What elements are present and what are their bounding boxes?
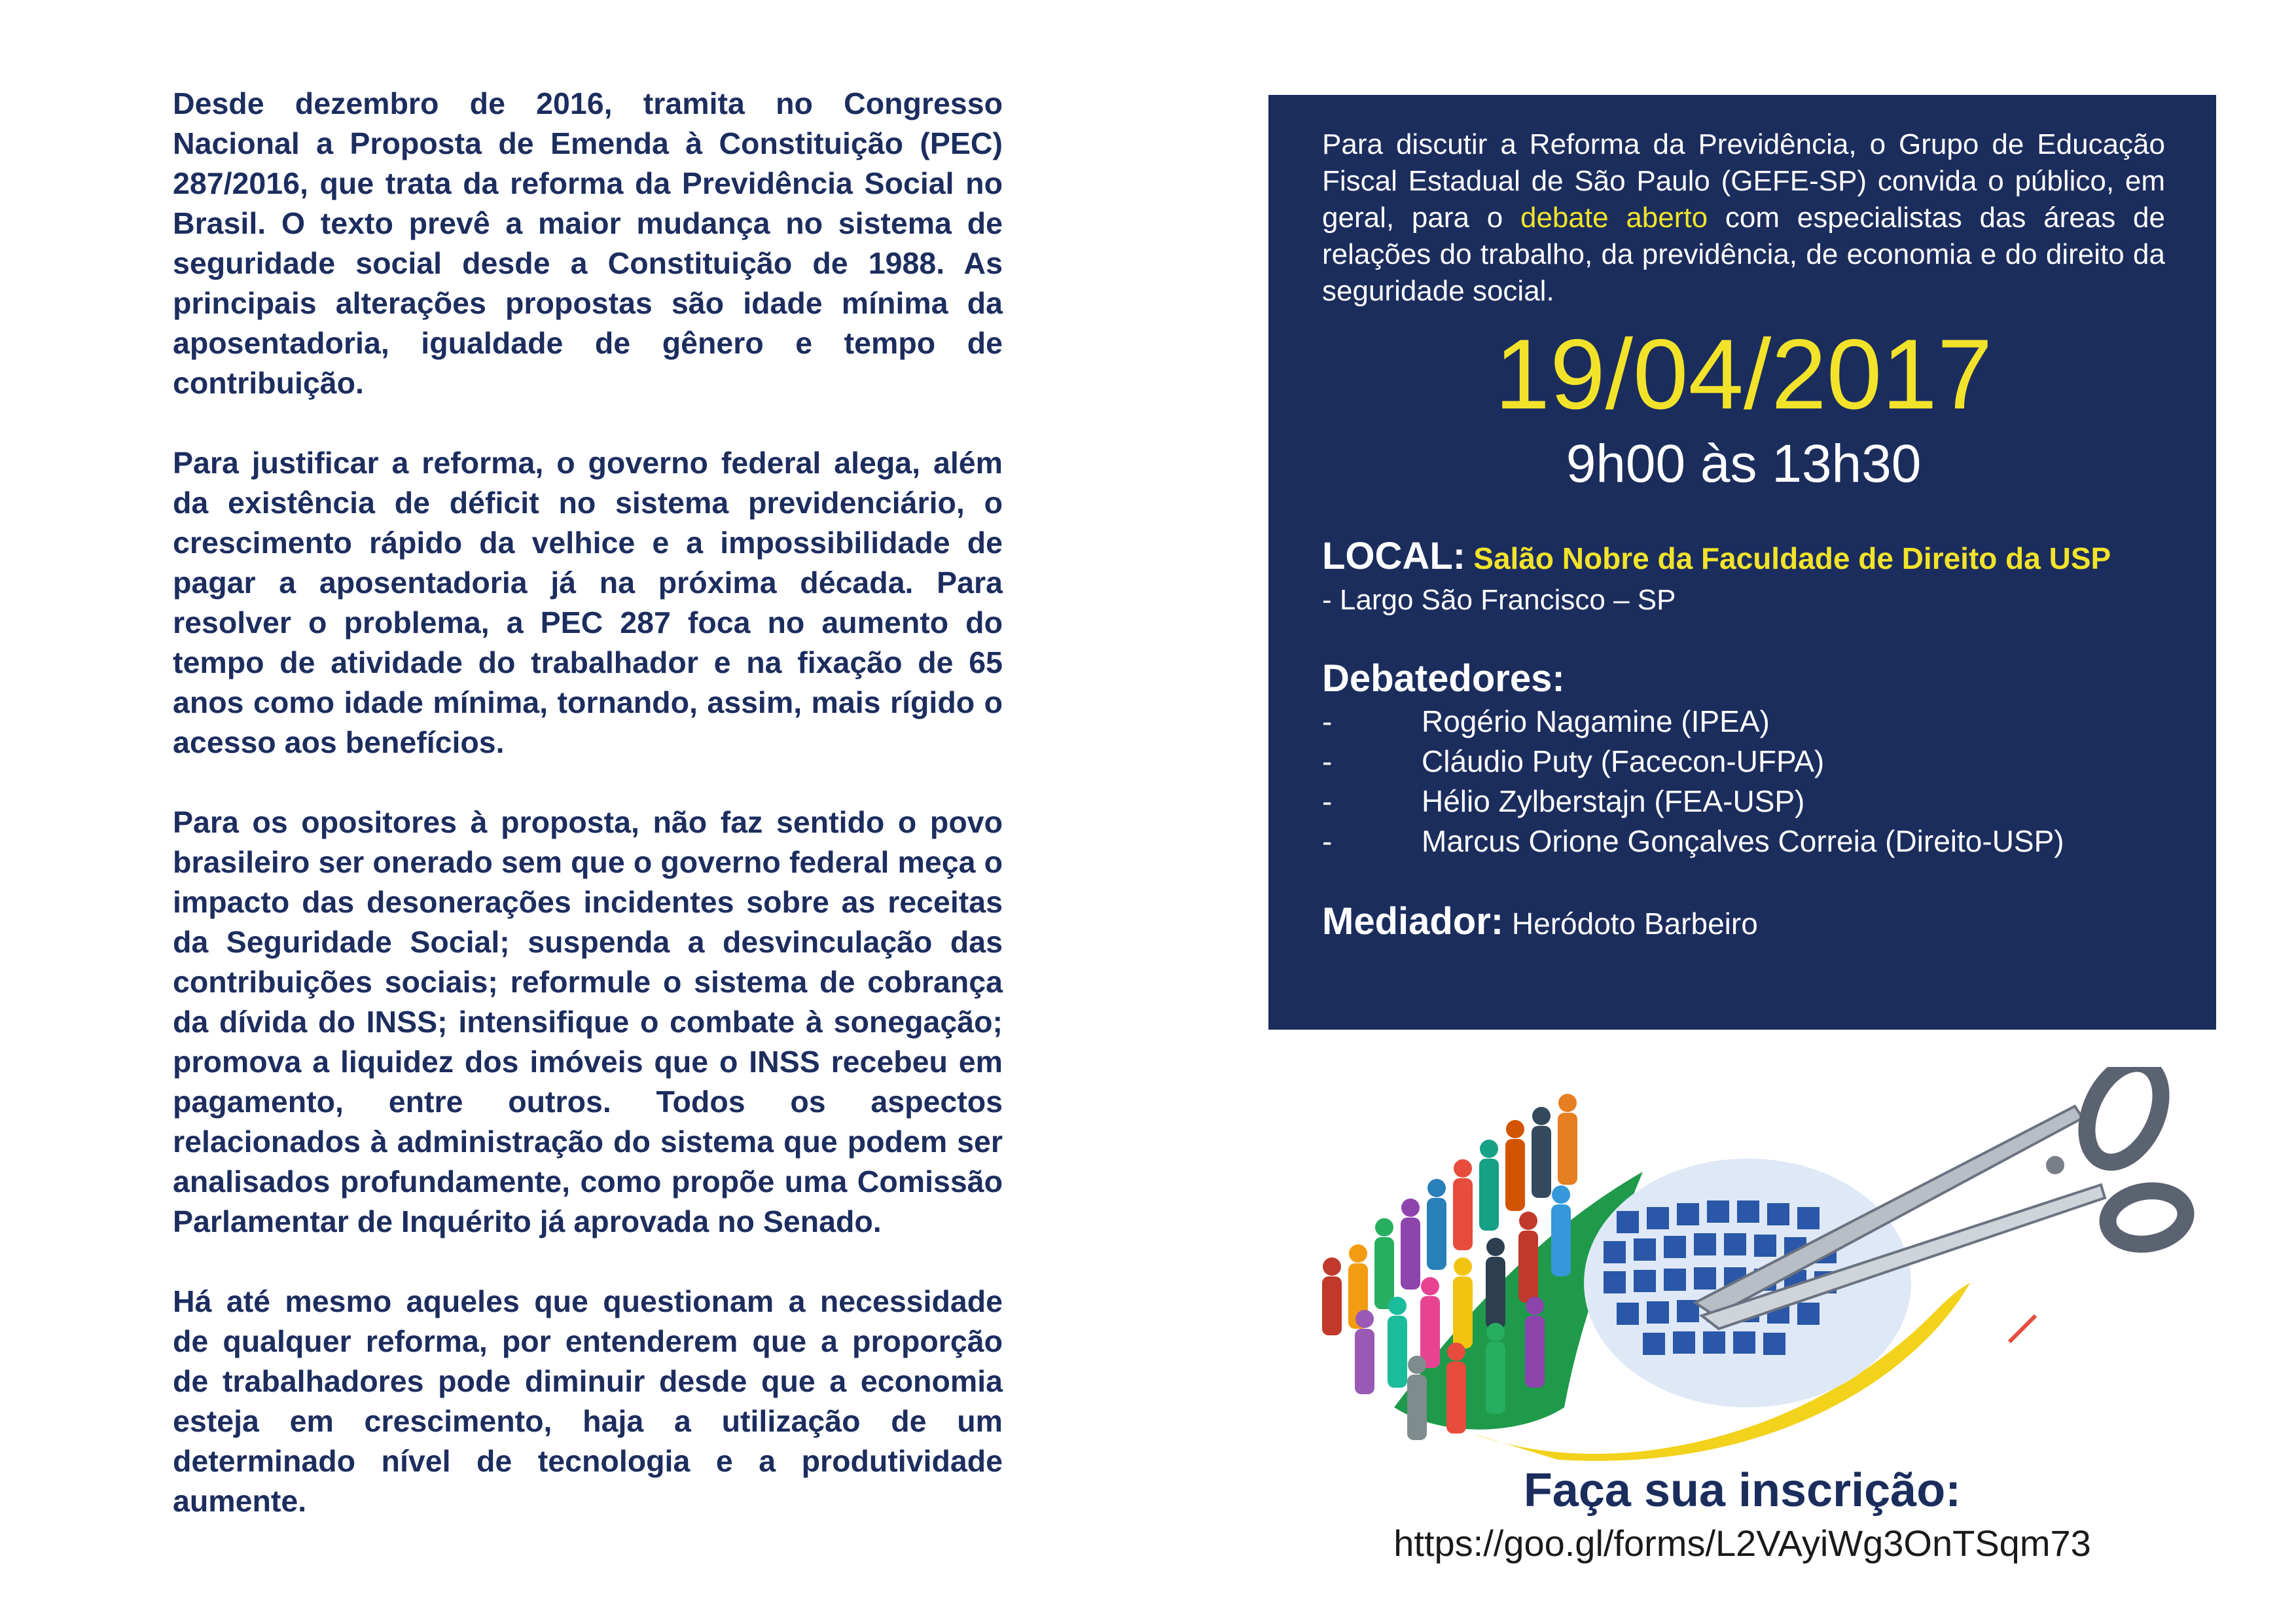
location-venue: Salão Nobre da Faculdade de Direito da USP xyxy=(1473,541,2111,575)
debaters-section xyxy=(1322,656,2165,861)
event-date: 19/04/2017 xyxy=(1494,319,1993,430)
debater-name: Cláudio Puty (Facecon-UFPA) xyxy=(1422,744,1825,778)
intro-highlight: debate aberto xyxy=(1520,202,1708,234)
event-info-panel xyxy=(1268,95,2216,1030)
debaters-label: Debatedores: xyxy=(1322,657,1565,700)
location-address: - Largo São Francisco – SP xyxy=(1322,584,1676,616)
debater-item xyxy=(1322,742,2165,782)
intro-text-end: com especialistas das áreas de relações do trabalho, da previdência, de economia e do direito da seguridade social. xyxy=(1322,202,2165,307)
debater-item xyxy=(1322,782,2165,821)
debater-name: Marcus Orione Gonçalves Correia (Direito-USP) xyxy=(1422,824,2064,858)
event-intro xyxy=(1322,126,2165,310)
illustration-svg xyxy=(1276,1067,2206,1486)
debater-name: Hélio Zylberstajn (FEA-USP) xyxy=(1422,784,1805,818)
debater-item xyxy=(1322,702,2165,742)
mediator-name: Heródoto Barbeiro xyxy=(1511,907,1758,941)
paragraph-1: Desde dezembro de 2016, tramita no Congresso Nacional a Proposta de Emenda à Constituição (PEC) 287/2016, que trata da reforma da Previdência Social no Brasil. O texto prevê a maior mudança no sistema de seguridade social desde a Constituição de 1988. As principais alterações propostas são idade mínima da aposentadoria, igualdade de gênero e tempo de contribuição. xyxy=(173,86,1003,400)
paragraph-4: Há até mesmo aqueles que questionam a necessidade de qualquer reforma, por entenderem que a proporção de trabalhadores pode diminuir desde que a economia esteja em crescimento, haja a utilização de um determinado nível de tecnologia e a produtividade aumente. xyxy=(173,1284,1003,1518)
debater-item xyxy=(1322,821,2165,861)
bullet-dash: - xyxy=(1322,824,1333,858)
paragraph-2: Para justificar a reforma, o governo federal alega, além da existência de déficit no sistema previdenciário, o crescimento rápido da velhice e a impossibilidade de pagar a aposentadoria já na próxima década. Para resolver o problema, a PEC 287 foca no aumento do tempo de atividade do trabalhador e na fixação de 65 anos como idade mínima, tornando, assim, mais rígido o acesso aos benefícios. xyxy=(173,446,1003,759)
debater-name: Rogério Nagamine (IPEA) xyxy=(1422,704,1770,738)
bullet-dash: - xyxy=(1322,744,1333,778)
bullet-dash: - xyxy=(1322,704,1333,738)
paragraph-3: Para os opositores à proposta, não faz sentido o povo brasileiro ser onerado sem que o governo federal meça o impacto das desonerações incidentes sobre as receitas da Seguridade Social; suspenda a desvinculação das contribuições sociais; reformule o sistema de cobrança da dívida do INSS; intensifique o combate à sonegação; promova a liquidez dos imóveis que o INSS recebeu em pagamento, entre outros. Todos os aspectos relacionados à administração do sistema que podem ser analisados profundamente, como propõe uma Comissão Parlamentar de Inquérito já aprovada no Senado. xyxy=(173,805,1003,1238)
mediator-label: Mediador: xyxy=(1322,900,1504,943)
intro-text-start: Para discutir a Reforma da Previdência, o Grupo de Educação Fiscal Estadual de São Paulo (GEFE-SP) convida o público, em geral, para o xyxy=(1322,128,2165,234)
signup-link[interactable]: https://goo.gl/forms/L2VAyiWg3OnTSqm73 xyxy=(1393,1523,2091,1564)
article-text xyxy=(173,84,1003,1561)
location-label: LOCAL: xyxy=(1322,535,1466,577)
mediator-section xyxy=(1322,899,2165,943)
bullet-dash: - xyxy=(1322,784,1333,818)
signup-title: Faça sua inscrição: xyxy=(1523,1464,1962,1517)
signup-section xyxy=(1268,1461,2216,1567)
event-location xyxy=(1322,536,2165,621)
event-time: 9h00 às 13h30 xyxy=(1566,434,1922,494)
scissors-cutting-social-security-logo-icon xyxy=(1276,1067,2206,1486)
